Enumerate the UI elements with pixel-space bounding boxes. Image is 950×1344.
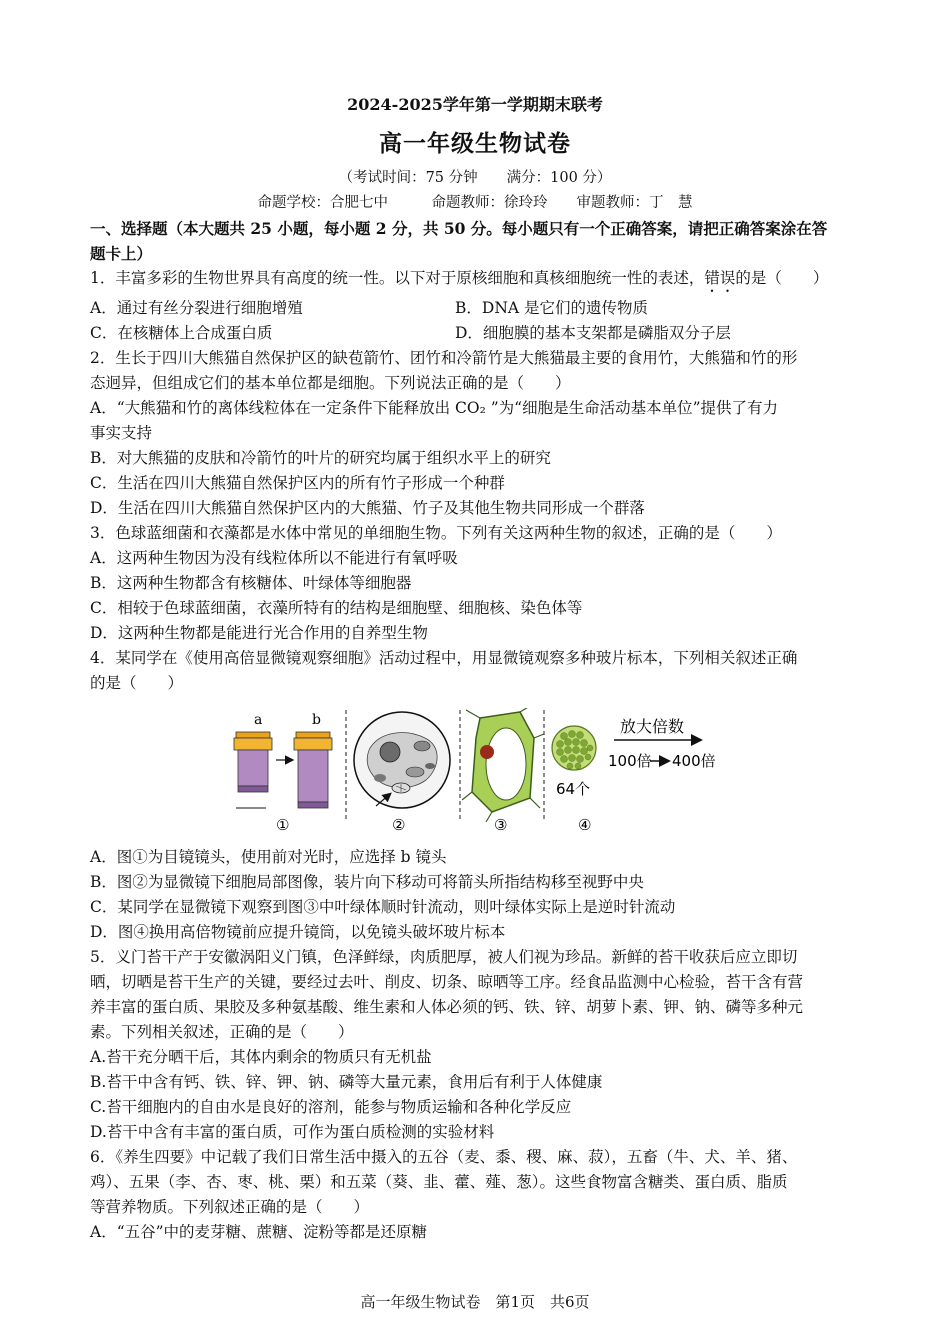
question-1-options-row1 [90,296,870,321]
question-1-option-b: B．DNA 是它们的遗传物质 [455,299,649,317]
question-6-option-a: A．“五谷”中的麦芽糖、蔗糖、淀粉等都是还原糖 [90,1223,428,1241]
exam-term-header: 2024-2025学年第一学期期末联考 [347,95,603,114]
figure-num-4: ④ [578,816,592,834]
figure-num-3: ③ [494,816,508,834]
question-3-stem: 3．色球蓝细菌和衣藻都是水体中常见的单细胞生物。下列有关这两种生物的叙述，正确的是（ ） [90,524,782,542]
question-1-options-row2 [90,321,870,346]
section-heading-line1: 一、选择题（本大题共 25 小题，每小题 2 分，共 50 分。每小题只有一个正确答案，请把正确答案涂在答 [90,219,828,238]
lens-a-icon [234,732,272,792]
micrograph-nucleus [380,742,400,762]
question-3-option-d: D．这两种生物都是能进行光合作用的自养型生物 [90,624,428,642]
question-5-stem-line4: 素。下列相关叙述，正确的是（ ） [90,1023,354,1041]
question-5-stem-line2: 晒，切晒是苔干生产的关键，要经过去叶、削皮、切条、晾晒等工序。经食品监测中心检验，苔干含有营 [90,973,804,991]
question-1-stem-emphasis: 错误 [704,269,736,287]
question-2-option-c: C．生活在四川大熊猫自然保护区内的所有竹子形成一个种群 [90,474,505,492]
exam-title: 高一年级生物试卷 [379,131,571,157]
figure-num-1: ① [276,816,290,834]
question-1-stem-pre: 1．丰富多彩的生物世界具有高度的统一性。以下对于原核细胞和真核细胞统一性的表述， [90,269,705,287]
question-5-option-a: A.苔干充分晒干后，其体内剩余的物质只有无机盐 [90,1048,432,1066]
question-4-stem-line1: 4．某同学在《使用高倍显微镜观察细胞》活动过程中，用显微镜观察多种玻片标本，下列相关叙述正确 [90,649,798,667]
question-5-option-c: C.苔干细胞内的自由水是良好的溶剂，能参与物质运输和各种化学反应 [90,1098,572,1116]
question-6-stem-line3: 等营养物质。下列叙述正确的是（ ） [90,1198,370,1216]
section-heading-line2: 题卡上） [90,244,153,263]
question-1-option-a: A．通过有丝分裂进行细胞增殖 [90,299,303,317]
question-5-option-b: B.苔干中含有钙、铁、锌、钾、钠、磷等大量元素，食用后有利于人体健康 [90,1073,603,1091]
question-2-option-a-line2: 事实支持 [90,424,153,442]
question-5-option-d: D.苔干中含有丰富的蛋白质，可作为蛋白质检测的实验材料 [90,1123,495,1141]
magnification-to: 400倍 [672,752,716,770]
question-3-option-b: B．这两种生物都含有核糖体、叶绿体等细胞器 [90,574,412,592]
magnification-from: 100倍 [608,752,652,770]
question-4-figure [230,708,730,836]
question-4-option-b: B．图②为显微镜下细胞局部图像，装片向下移动可将箭头所指结构移至视野中央 [90,873,644,891]
question-1-stem-post: 的是（ ） [735,269,829,287]
question-1-stem [90,266,870,296]
question-4-option-d: D．图④换用高倍物镜前应提升镜筒，以免镜头破坏玻片标本 [90,923,506,941]
lens-b-icon [294,732,332,808]
plant-cell-nucleus [480,745,494,759]
figure-num-2: ② [392,816,406,834]
question-3-option-a: A．这两种生物因为没有线粒体所以不能进行有氧呼吸 [90,549,458,567]
figure-panel-3-plant-cell [462,708,544,834]
question-6-stem-line1: 6．《养生四要》中记载了我们日常生活中摄入的五谷（麦、黍、稷、麻、菽），五畜（牛、犬、羊、猪、 [90,1148,798,1166]
question-2-stem-line2: 态迥异，但组成它们的基本单位都是细胞。下列说法正确的是（ ） [90,374,571,392]
exam-proposers: 命题学校：合肥七中 命题教师：徐玲玲 审题教师：丁 慧 [257,195,693,211]
figure-panel-1-lenses [234,712,332,834]
question-2-option-d: D．生活在四川大熊猫自然保护区内的大熊猫、竹子及其他生物共同形成一个群落 [90,499,645,517]
page-footer: 高一年级生物试卷 第1页 共6页 [360,1293,590,1311]
figure-panel-2-micrograph [354,712,450,834]
lens-a-label: a [254,712,263,728]
question-5-stem-line3: 养丰富的蛋白质、果胶及多种氨基酸、维生素和人体必须的钙、铁、锌、胡萝卜素、钾、钠、磷等多种元 [90,998,804,1016]
question-1-option-d: D．细胞膜的基本支架都是磷脂双分子层 [455,324,731,342]
question-2-option-a-line1: A．“大熊猫和竹的离体线粒体在一定条件下能释放出 CO₂ ”为“细胞是生命活动基本单位”提供了有力 [90,399,779,417]
question-6-stem-line2: 鸡）、五果（李、杏、枣、桃、栗）和五菜（葵、韭、藿、薤、葱）。这些食物富含糖类、蛋白质、脂质 [90,1173,788,1191]
magnification-title: 放大倍数 [620,717,685,736]
question-2-option-b: B．对大熊猫的皮肤和冷箭竹的叶片的研究均属于组织水平上的研究 [90,449,551,467]
exam-time-info: （考试时间：75 分钟 满分：100 分） [338,170,612,186]
question-4-option-a: A．图①为目镜镜头，使用前对光时，应选择 b 镜头 [90,848,447,866]
plant-cell-vacuole [486,728,526,800]
lens-b-label: b [312,712,321,728]
question-3-option-c: C．相较于色球蓝细菌，衣藻所特有的结构是细胞壁、细胞核、染色体等 [90,599,583,617]
figure-panel-4-magnification [552,717,716,834]
question-4-option-c: C．某同学在显微镜下观察到图③中叶绿体顺时针流动，则叶绿体实际上是逆时针流动 [90,898,676,916]
question-4-stem-line2: 的是（ ） [90,674,184,692]
question-5-stem-line1: 5．义门苔干产于安徽涡阳义门镇，色泽鲜绿，肉质肥厚，被人们视为珍品。新鲜的苔干收获后应立即切 [90,948,798,966]
cell-count-label: 64个 [556,780,591,798]
question-1-option-c: C．在核糖体上合成蛋白质 [90,324,273,342]
question-2-stem-line1: 2．生长于四川大熊猫自然保护区的缺苞箭竹、团竹和冷箭竹是大熊猫最主要的食用竹，大熊猫和竹的形 [90,349,798,367]
